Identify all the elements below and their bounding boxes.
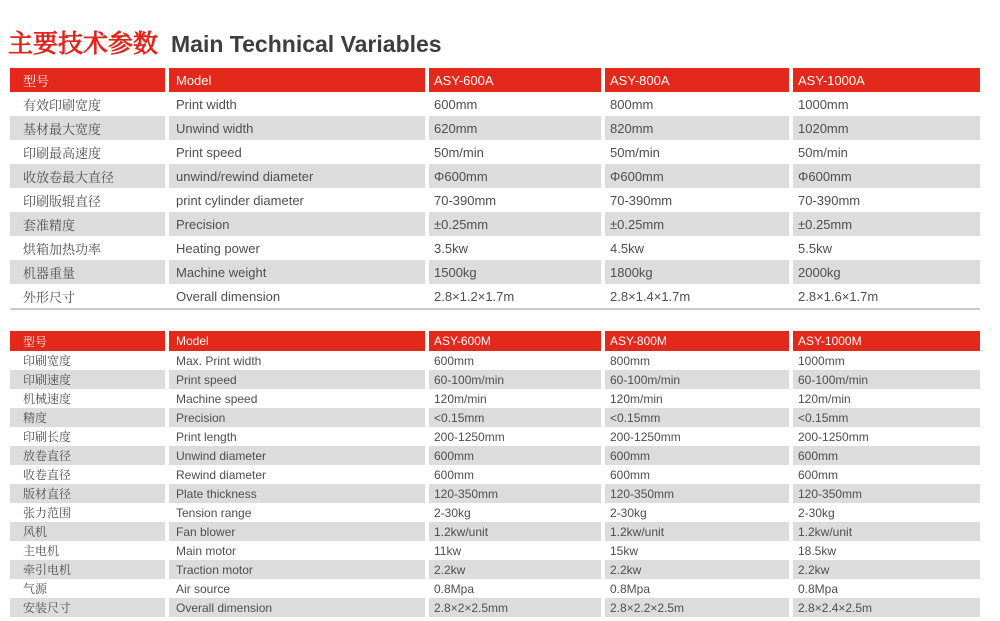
table-row [10, 188, 980, 212]
table-cell: 600mm [605, 465, 789, 484]
table-cell: Overall dimension [169, 284, 425, 308]
table-cell: 2-30kg [429, 503, 601, 522]
table-bottom-divider [10, 308, 980, 310]
table-cell: Machine weight [169, 260, 425, 284]
table-cell: 2.8×1.2×1.7m [429, 284, 601, 308]
table-cell: 收卷直径 [10, 465, 165, 484]
header-cell: ASY-600A [429, 68, 601, 92]
header-cell: ASY-1000M [793, 331, 980, 351]
table-cell: 820mm [605, 116, 789, 140]
table-cell: 3.5kw [429, 236, 601, 260]
table-cell: 620mm [429, 116, 601, 140]
table-cell: 印刷宽度 [10, 351, 165, 370]
table-row [10, 389, 980, 408]
table-row [10, 560, 980, 579]
table-cell: 5.5kw [793, 236, 980, 260]
table-row [10, 351, 980, 370]
table-cell: 2-30kg [605, 503, 789, 522]
table-cell: 120m/min [793, 389, 980, 408]
table-row [10, 598, 980, 617]
table-cell: <0.15mm [429, 408, 601, 427]
table-row [10, 579, 980, 598]
table-cell: 安装尺寸 [10, 598, 165, 617]
header-cell: ASY-1000A [793, 68, 980, 92]
table-cell: 120-350mm [429, 484, 601, 503]
table-cell: Machine speed [169, 389, 425, 408]
table-row [10, 408, 980, 427]
table-row [10, 236, 980, 260]
table-cell: 200-1250mm [793, 427, 980, 446]
table-cell: 1000mm [793, 351, 980, 370]
table-cell: 200-1250mm [605, 427, 789, 446]
table-cell: 2.8×1.4×1.7m [605, 284, 789, 308]
table-cell: Unwind width [169, 116, 425, 140]
table-cell: Fan blower [169, 522, 425, 541]
table-cell: 15kw [605, 541, 789, 560]
table-cell: 50m/min [429, 140, 601, 164]
table-row [10, 427, 980, 446]
table-header-row [10, 331, 980, 351]
header-cell: ASY-800A [605, 68, 789, 92]
table-cell: 1500kg [429, 260, 601, 284]
header-cell: 型号 [10, 331, 165, 351]
table-cell: unwind/rewind diameter [169, 164, 425, 188]
table-cell: 主电机 [10, 541, 165, 560]
table-cell: <0.15mm [793, 408, 980, 427]
table-header-row [10, 68, 980, 92]
table-cell: 基材最大宽度 [10, 116, 165, 140]
table-cell: 1800kg [605, 260, 789, 284]
table-cell: 烘箱加热功率 [10, 236, 165, 260]
table-cell: 风机 [10, 522, 165, 541]
table-cell: 印刷长度 [10, 427, 165, 446]
table-cell: Print length [169, 427, 425, 446]
table-cell: 60-100m/min [605, 370, 789, 389]
table-cell: 600mm [793, 465, 980, 484]
table-row [10, 92, 980, 116]
table-cell: 2.8×2×2.5mm [429, 598, 601, 617]
table-cell: Print width [169, 92, 425, 116]
table-cell: 1.2kw/unit [429, 522, 601, 541]
table-cell: Precision [169, 408, 425, 427]
page-title-chinese: 主要技术参数 [8, 30, 159, 58]
table-cell: Print speed [169, 140, 425, 164]
table-cell: 外形尺寸 [10, 284, 165, 308]
table-cell: Main motor [169, 541, 425, 560]
table-cell: Unwind diameter [169, 446, 425, 465]
table-cell: 有效印刷宽度 [10, 92, 165, 116]
table-row [10, 370, 980, 389]
table-cell: 600mm [429, 465, 601, 484]
table-cell: ±0.25mm [793, 212, 980, 236]
page-title-english: Main Technical Variables [171, 31, 442, 57]
table-cell: 2.2kw [429, 560, 601, 579]
table-cell: 600mm [429, 92, 601, 116]
table-row [10, 465, 980, 484]
table-cell: 放卷直径 [10, 446, 165, 465]
table-cell: 600mm [793, 446, 980, 465]
table-row [10, 116, 980, 140]
table-cell: 2.2kw [605, 560, 789, 579]
table-cell: 气源 [10, 579, 165, 598]
table-cell: Φ600mm [605, 164, 789, 188]
table-cell: 印刷最高速度 [10, 140, 165, 164]
table-cell: 收放卷最大直径 [10, 164, 165, 188]
table-row [10, 522, 980, 541]
table-cell: 120m/min [429, 389, 601, 408]
table-cell: 精度 [10, 408, 165, 427]
table-row [10, 164, 980, 188]
table-cell: 1.2kw/unit [793, 522, 980, 541]
table-cell: 2.8×1.6×1.7m [793, 284, 980, 308]
table-cell: 0.8Mpa [605, 579, 789, 598]
table-cell: 120-350mm [605, 484, 789, 503]
table-cell: 2000kg [793, 260, 980, 284]
table-cell: 版材直径 [10, 484, 165, 503]
table-cell: 70-390mm [793, 188, 980, 212]
table-cell: 机械速度 [10, 389, 165, 408]
table-cell: Air source [169, 579, 425, 598]
table-cell: 18.5kw [793, 541, 980, 560]
table-row [10, 503, 980, 522]
table-cell: 50m/min [793, 140, 980, 164]
table-cell: 印刷版辊直径 [10, 188, 165, 212]
header-cell: Model [169, 331, 425, 351]
table-cell: 800mm [605, 92, 789, 116]
table-cell: 2.8×2.2×2.5m [605, 598, 789, 617]
header-cell: Model [169, 68, 425, 92]
table-cell: 1.2kw/unit [605, 522, 789, 541]
table-cell: 120-350mm [793, 484, 980, 503]
table-cell: 4.5kw [605, 236, 789, 260]
table-cell: Heating power [169, 236, 425, 260]
table-cell: Precision [169, 212, 425, 236]
table-cell: Tension range [169, 503, 425, 522]
table-cell: 60-100m/min [793, 370, 980, 389]
table-row [10, 446, 980, 465]
table-cell: Traction motor [169, 560, 425, 579]
table-cell: <0.15mm [605, 408, 789, 427]
table-row [10, 260, 980, 284]
table-cell: 2-30kg [793, 503, 980, 522]
table-cell: 600mm [429, 351, 601, 370]
table-cell: Print speed [169, 370, 425, 389]
table-cell: Φ600mm [793, 164, 980, 188]
table-cell: 200-1250mm [429, 427, 601, 446]
table-cell: 70-390mm [605, 188, 789, 212]
page-title [8, 24, 442, 60]
table-cell: 50m/min [605, 140, 789, 164]
table-cell: 70-390mm [429, 188, 601, 212]
table-cell: print cylinder diameter [169, 188, 425, 212]
table-cell: 0.8Mpa [793, 579, 980, 598]
table-cell: 800mm [605, 351, 789, 370]
table-cell: Rewind diameter [169, 465, 425, 484]
table-cell: 120m/min [605, 389, 789, 408]
table-cell: 套准精度 [10, 212, 165, 236]
table-cell: ±0.25mm [429, 212, 601, 236]
header-cell: ASY-800M [605, 331, 789, 351]
spec-table-asy-a-series [10, 68, 980, 310]
table-row [10, 284, 980, 308]
table-cell: 0.8Mpa [429, 579, 601, 598]
table-row [10, 484, 980, 503]
header-cell: ASY-600M [429, 331, 601, 351]
table-cell: 机器重量 [10, 260, 165, 284]
spec-table-asy-m-series [10, 331, 980, 617]
table-row [10, 212, 980, 236]
table-cell: 1000mm [793, 92, 980, 116]
table-cell: 2.2kw [793, 560, 980, 579]
table-row [10, 140, 980, 164]
table-cell: ±0.25mm [605, 212, 789, 236]
table-cell: 600mm [605, 446, 789, 465]
table-cell: Φ600mm [429, 164, 601, 188]
table-cell: 2.8×2.4×2.5m [793, 598, 980, 617]
table-cell: 11kw [429, 541, 601, 560]
table-cell: Plate thickness [169, 484, 425, 503]
header-cell: 型号 [10, 68, 165, 92]
table-cell: 1020mm [793, 116, 980, 140]
table-cell: 600mm [429, 446, 601, 465]
table-cell: Overall dimension [169, 598, 425, 617]
table-cell: 牵引电机 [10, 560, 165, 579]
table-cell: 张力范围 [10, 503, 165, 522]
table-cell: Max. Print width [169, 351, 425, 370]
table-cell: 印刷速度 [10, 370, 165, 389]
table-cell: 60-100m/min [429, 370, 601, 389]
table-row [10, 541, 980, 560]
